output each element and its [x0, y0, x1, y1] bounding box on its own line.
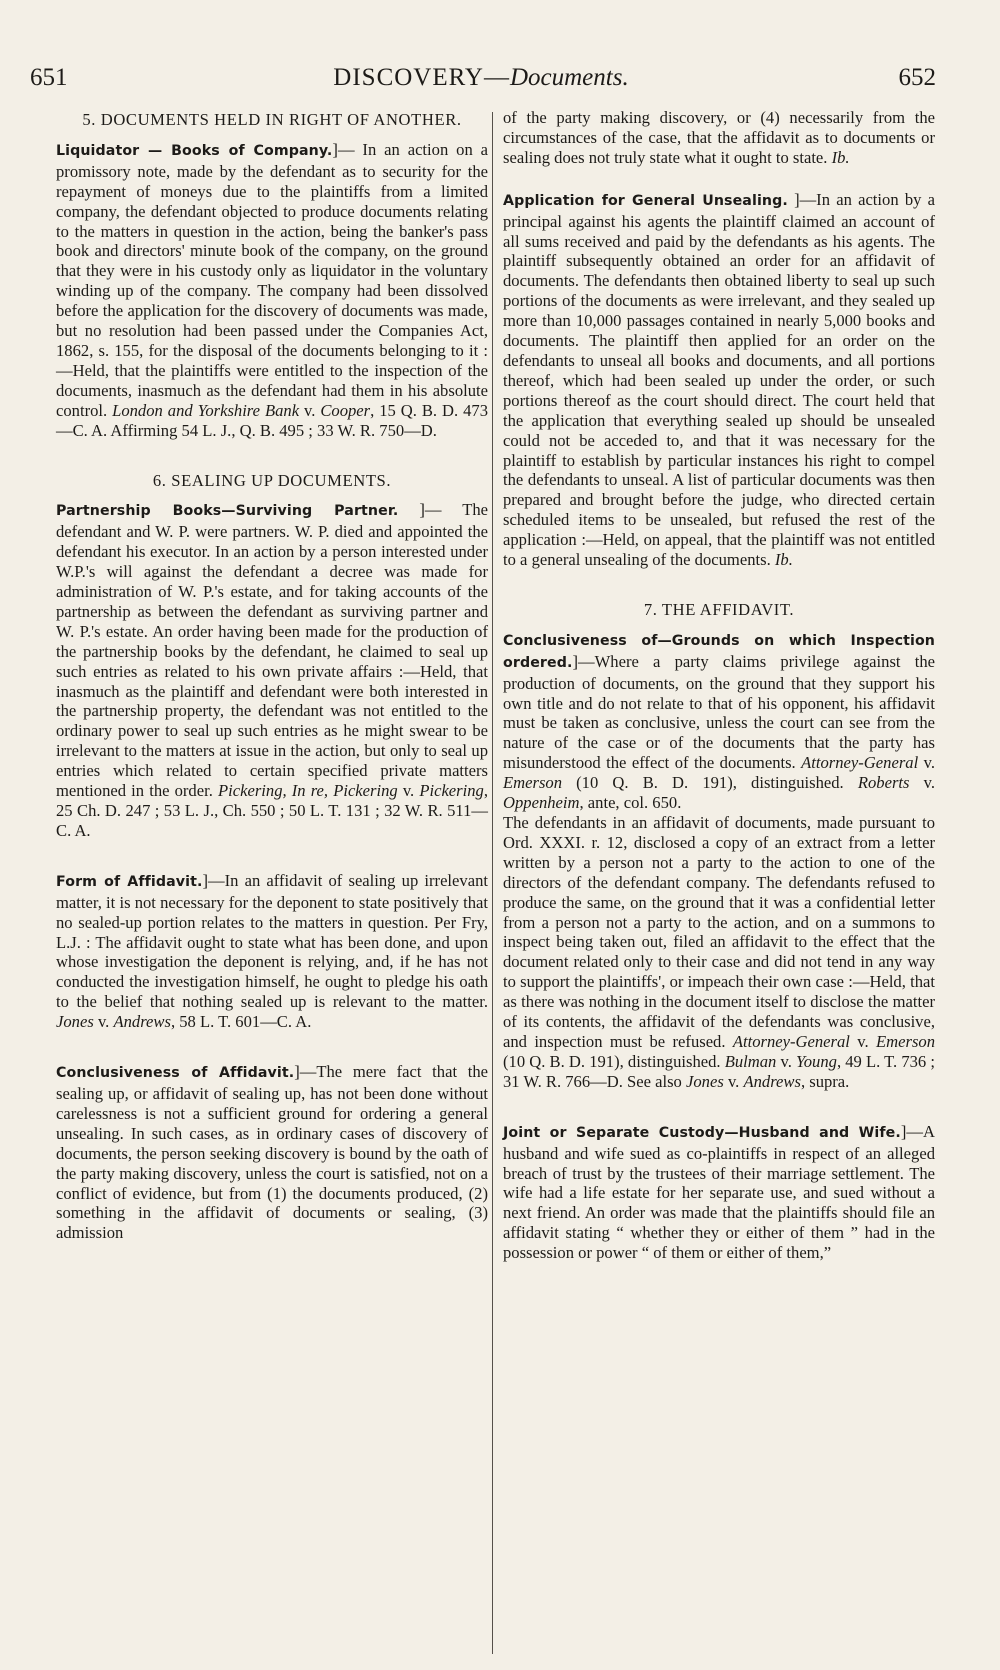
column-divider: [492, 112, 493, 1654]
paragraph-partnership-books: [56, 500, 488, 840]
versus: v.: [723, 1071, 744, 1091]
versus: v.: [397, 781, 420, 801]
citation-tail: , ante, col. 650.: [579, 793, 682, 813]
citation-tail: , 15 Q. B. D. 473—C. A. Affirming 54 L. J., Q. B. 495 ; 33 W. R. 750—D.: [56, 400, 488, 440]
run-in-heading: Conclusiveness of—Grounds on which Inspection ordered.: [503, 632, 935, 671]
paragraph-body: of the party making discovery, or (4) necessarily from the circumstances of the case, that the affidavit as to documents or sealing does not truly state what it ought to state.: [503, 108, 935, 167]
paragraph-continued: [503, 108, 935, 168]
case-name: Jones: [686, 1071, 724, 1091]
paragraph-conclusiveness-of-affidavit: [56, 1062, 488, 1243]
paragraph-body: ]—Where a party claims privilege against the production of documents, on the ground that they support his own title and do not relate to that of his opponent, his affidavit must be taken as conclusive, unless the court can see from the nature of the case or of the documents that the party has misunderstood the effect of the documents.: [503, 651, 935, 773]
paragraph-body: ]—In an affidavit of sealing up irrelevant matter, it is not necessary for the deponent to state positively that no sealed-up portion relates to the matters in question. Per Fry, L.J. : The affidavit ought to state what has been done, and upon whose investigation the deponent is relying, and, if he has not conducted the investigation himself, he ought to pledge his oath to the belief that nothing sealed up is relevant to the matter.: [56, 870, 488, 1012]
paragraph-body: The defendants in an affidavit of documents, made pursuant to Ord. XXXI. r. 12, disclosed a copy of an extract from a letter written by a person not a party to the action to one of the directors of the defendant company. The defendants refused to produce the same, on the ground that it was a confidential letter from a person not a party to the action, and on a summons to inspect being taken out, filed an affidavit to the effect that the document related only to their case and did not tend in any way to support the plaintiffs', or impeach their own case :—Held, that as there was nothing in the document itself to disclose the matter of its contents, the affidavit of the defendants was conclusive, and inspection must be refused.: [503, 813, 935, 1051]
case-name: Young: [796, 1051, 837, 1071]
paragraph-body: ]—A husband and wife sued as co-plaintiffs in respect of an alleged breach of trust by the trustees of their marriage settlement. The wife had a life estate for her separate use, and sued without a next friend. An order was made that the plaintiffs should file an affidavit stating “ whether they or either of them ” had in the possession or power “ of them or either of them,”: [503, 1121, 935, 1263]
case-name: Jones: [56, 1012, 94, 1032]
versus: v.: [299, 400, 321, 420]
running-title: [26, 64, 936, 92]
run-in-heading: Form of Affidavit.: [56, 873, 203, 890]
case-name: Attorney-General: [732, 1031, 850, 1051]
paragraph-body: ]—The mere fact that the sealing up, or affidavit of sealing up, has not been done without carelessness is not a sufficient ground for ordering a general unsealing. In such cases, as in ordinary cases of discovery of documents, the person seeking discovery is bound by the oath of the party making discovery, unless the court is satisfied, not on a conflict of evidence, but from (1) the documents produced, (2) something in the affidavit of documents or sealing, (3) admission: [56, 1062, 488, 1243]
versus: v.: [93, 1012, 114, 1032]
case-name: Attorney-General: [801, 753, 919, 773]
versus: v.: [909, 773, 935, 793]
left-column: [56, 110, 488, 1243]
run-in-heading: Joint or Separate Custody—Husband and Wife.: [503, 1124, 901, 1141]
case-name: Emerson: [876, 1031, 936, 1051]
case-name: Bulman: [724, 1051, 777, 1071]
citation-tail: , 58 L. T. 601—C. A.: [170, 1012, 312, 1032]
run-in-heading: Liquidator — Books of Company.: [56, 142, 333, 159]
versus: v.: [918, 753, 935, 773]
citation-mid: , 49 L. T. 736 ; 31 W. R. 766—D. See also: [503, 1051, 935, 1091]
case-name: Emerson: [503, 773, 562, 793]
case-name: Ib.: [831, 147, 850, 167]
citation-tail: , supra.: [800, 1071, 850, 1091]
paragraph-body: ]— The defendant and W. P. were partners. W. P. died and appointed the defendant his executor. In an action by a person interested under W.P.'s will against the defendant a decree was made for administration of W. P.'s estate, and for taking accounts of the partnership as between the defendant as surviving partner and W. P.'s estate. An order having been made for the production of the partnership books by the defendant, he claimed to seal up such entries as related to his own private affairs :—Held, that inasmuch as the plaintiff and defendant were both interested in the partnership property, the defendant was not entitled to the ordinary power to seal up such entries as he might swear to be irrelevant to the matters at issue in the action, but only to seal up entries which related to certain specified private matters mentioned in the order.: [56, 500, 488, 801]
case-name: London and Yorkshire Bank: [112, 400, 300, 420]
paragraph-conclusiveness-grounds: [503, 630, 935, 813]
run-in-heading: Conclusiveness of Affidavit.: [56, 1065, 295, 1082]
run-in-heading: Application for General Unsealing.: [503, 192, 788, 209]
paragraph-general-unsealing: [503, 190, 935, 570]
citation-tail: , 25 Ch. D. 247 ; 53 L. J., Ch. 550 ; 50 L. T. 131 ; 32 W. R. 511—C. A.: [56, 781, 488, 840]
case-name: Oppenheim: [503, 793, 580, 813]
case-name: Roberts: [857, 773, 910, 793]
run-in-heading: Partnership Books—Surviving Partner.: [56, 503, 399, 520]
paragraph-form-of-affidavit: [56, 871, 488, 1032]
section-7-heading: 7. THE AFFIDAVIT.: [643, 599, 795, 619]
right-page-number: 652: [898, 64, 936, 91]
case-name: Andrews: [743, 1071, 801, 1091]
paragraph-body: ]— In an action on a promissory note, made by the defendant as to security for the repayment of moneys due to the plaintiffs from a limited company, the defendant objected to produce documents relating to the matters in question in the action, being the banker's pass book and directors' minute book of the company, on the ground that they were in his custody only as liquidator in the voluntary winding up of the company. The company had been dissolved before the application for the discovery of documents was made, but no resolution had been passed under the Companies Act, 1862, s. 155, for the disposal of the documents belonging to it :—Held, that the plaintiffs were entitled to the inspection of the documents, inasmuch as the defendant had them in his absolute control.: [56, 139, 488, 420]
case-name: Cooper: [320, 400, 371, 420]
versus: v.: [849, 1031, 877, 1051]
section-6-heading: 6. SEALING UP DOCUMENTS.: [152, 470, 392, 490]
paragraph-body: ]—In an action by a principal against his agents the plaintiff claimed an account of all sums received and paid by the defendants as his agents. The plaintiff subsequently obtained an order for an affidavit of documents. The defendants then obtained liberty to seal up such portions of the documents as were irrelevant, and they sealed up more than 10,000 passages contained in nearly 5,000 books and documents. The plaintiff then applied for an order on the defendants to unseal all books and documents, and all portions thereof, which had been sealed up under the order, or such portions thereof as the court should direct. The court held that the application that everything sealed up should be unsealed could not be acceded to, and that it was necessary for the plaintiff to establish by particular instances his right to compel the defendants to unseal. A list of particular documents was then prepared and brought before the judge, who directed certain scheduled items to be unsealed, but refused the rest of the application :—Held, on appeal, that the plaintiff was not entitled to a general unsealing of the documents.: [503, 189, 935, 570]
case-name: Pickering, In re, Pickering: [217, 781, 398, 801]
running-title-sub: Documents.: [509, 64, 629, 91]
case-name: Andrews: [113, 1012, 171, 1032]
paragraph-joint-custody: [503, 1122, 935, 1263]
paragraph-liquidator: [56, 140, 488, 441]
section-5-heading: 5. DOCUMENTS HELD IN RIGHT OF ANOTHER.: [82, 110, 462, 129]
case-name: Ib.: [774, 550, 793, 570]
right-column: [503, 108, 935, 1263]
case-name: Pickering: [419, 781, 484, 801]
paragraph-defendants-affidavit: [503, 813, 935, 1092]
versus: v.: [776, 1051, 797, 1071]
citation-mid: (10 Q. B. D. 191), distinguished.: [562, 773, 858, 793]
left-page-number: 651: [30, 64, 68, 91]
citation-mid: (10 Q. B. D. 191), distinguished.: [503, 1051, 725, 1071]
page-header: [26, 64, 936, 102]
running-title-main: DISCOVERY—: [333, 64, 510, 91]
